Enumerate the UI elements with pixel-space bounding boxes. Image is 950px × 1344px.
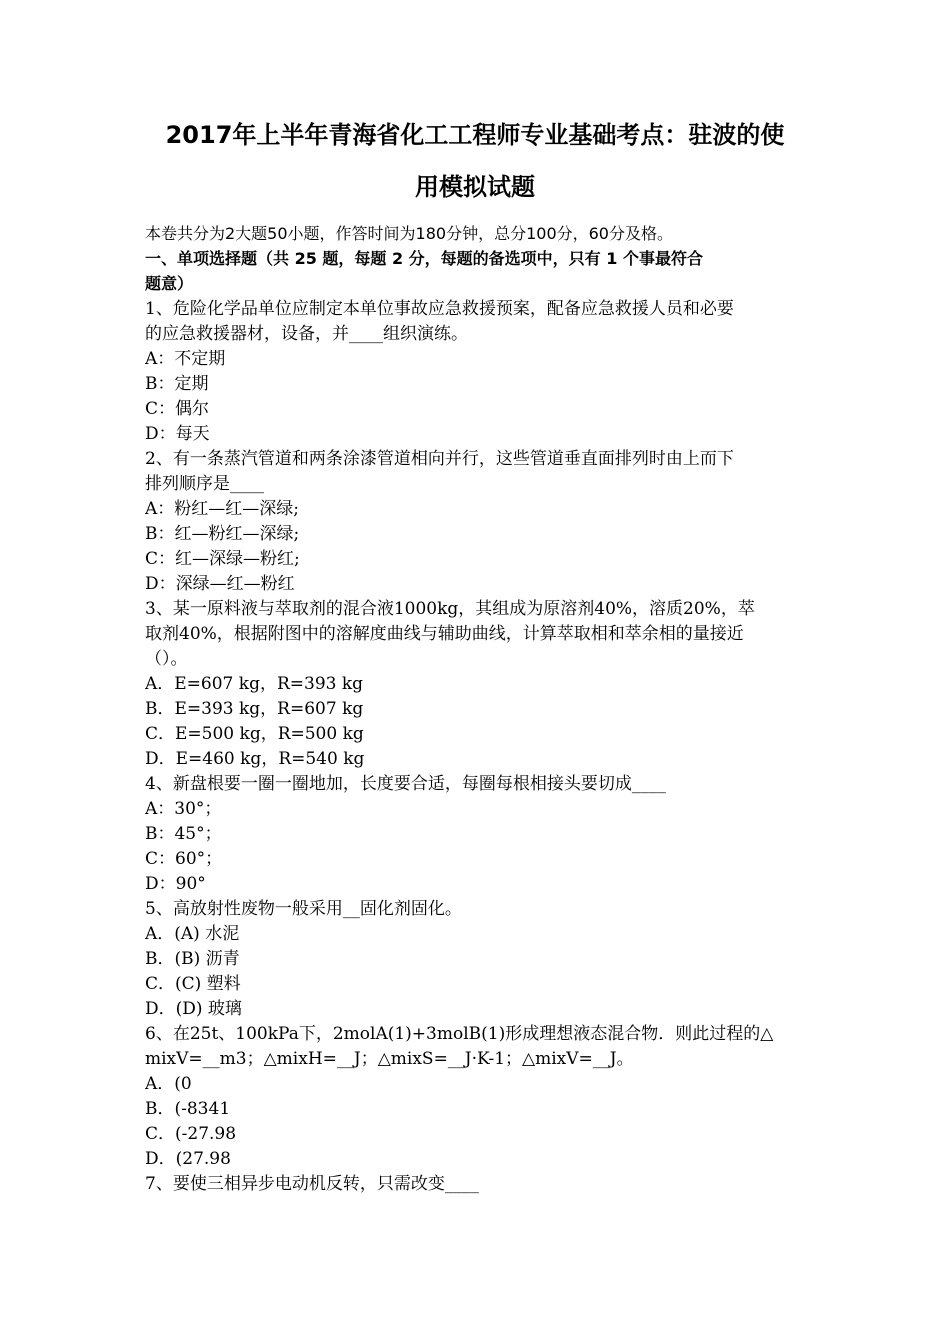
answer-option: B．(B) 沥青 [145, 949, 240, 969]
answer-option: A：30°； [145, 799, 222, 819]
answer-option: D．(27.98 [145, 1149, 231, 1169]
question-line: 3、某一原料液与萃取剂的混合液1000kg，其组成为原溶剂40%，溶质20%，萃 [145, 599, 755, 619]
answer-option: C：60°； [145, 849, 223, 869]
question-line: （）。 [145, 649, 188, 669]
answer-option: B．(-8341 [145, 1099, 231, 1119]
answer-option: B：红—粉红—深绿; [145, 524, 300, 544]
question-line: 4、新盘根要一圈一圈地加，长度要合适，每圈每根相接头要切成____ [145, 774, 666, 794]
answer-option: A．(0 [145, 1074, 192, 1094]
question-line: 5、高放射性废物一般采用__固化剂固化。 [145, 899, 462, 919]
answer-option: D：深绿—红—粉红 [145, 574, 295, 594]
question-line: 7、要使三相异步电动机反转，只需改变____ [145, 1174, 479, 1194]
question-line: 的应急救援器材，设备，并____组织演练。 [145, 324, 468, 344]
answer-option: B．E=393 kg，R=607 kg [145, 699, 364, 719]
answer-option: A．E=607 kg，R=393 kg [145, 674, 364, 694]
answer-option: A：不定期 [145, 349, 226, 369]
answer-option: C：红—深绿—粉红; [145, 549, 300, 569]
answer-option: A：粉红—红—深绿; [145, 499, 300, 519]
question-line: 1、危险化学品单位应制定本单位事故应急救援预案，配备应急救援人员和必要 [145, 299, 734, 319]
document-title-line-2: 用模拟试题 [415, 173, 535, 201]
question-line: 6、在25t、100kPa下，2molA(1)+3molB(1)形成理想液态混合物．则此过程的△ [145, 1024, 774, 1044]
question-line: 排列顺序是____ [145, 474, 264, 494]
answer-option: C．E=500 kg，R=500 kg [145, 724, 364, 744]
answer-option: B：定期 [145, 374, 209, 394]
answer-option: B：45°； [145, 824, 222, 844]
answer-option: D．E=460 kg，R=540 kg [145, 749, 365, 769]
answer-option: A．(A) 水泥 [145, 924, 240, 944]
section-heading-line-1: 一、单项选择题（共 25 题，每题 2 分，每题的备选项中，只有 1 个事最符合 [145, 249, 703, 268]
document-title-line-1: 2017年上半年青海省化工工程师专业基础考点：驻波的使 [165, 121, 785, 149]
answer-option: D：每天 [145, 424, 210, 444]
question-line: 取剂40%，根据附图中的溶解度曲线与辅助曲线，计算萃取相和萃余相的量接近 [145, 624, 744, 644]
answer-option: D：90° [145, 874, 206, 894]
answer-option: D．(D) 玻璃 [145, 999, 242, 1019]
answer-option: C．(C) 塑料 [145, 974, 241, 994]
answer-option: C．(-27.98 [145, 1124, 237, 1144]
question-line: mixV=__m3；△mixH=__J；△mixS=__J·K-1；△mixV=__J。 [145, 1049, 634, 1069]
exam-intro: 本卷共分为2大题50小题，作答时间为180分钟，总分100分，60分及格。 [145, 224, 673, 243]
answer-option: C：偶尔 [145, 399, 210, 419]
question-line: 2、有一条蒸汽管道和两条涂漆管道相向并行，这些管道垂直面排列时由上而下 [145, 449, 734, 469]
section-heading-line-2: 题意） [145, 274, 194, 293]
